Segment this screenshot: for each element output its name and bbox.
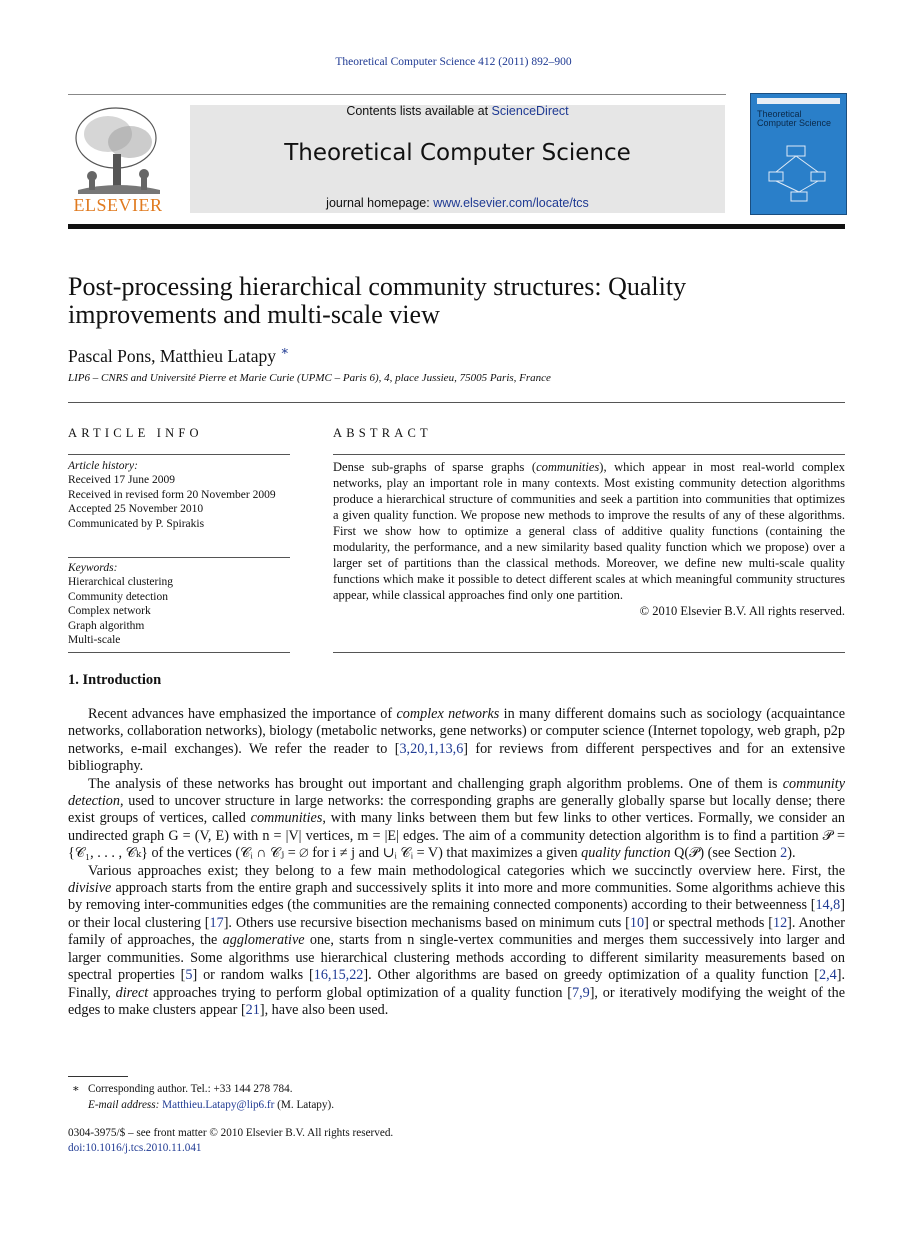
abstract-body: [333, 459, 845, 619]
history-communicated: Communicated by P. Spirakis: [68, 517, 205, 530]
keyword-item: Graph algorithm: [68, 619, 145, 632]
citation-link[interactable]: 17: [209, 914, 224, 931]
author-list: [68, 343, 289, 367]
footnote-mark: ∗: [72, 1083, 80, 1095]
email-link[interactable]: Matthieu.Latapy@lip6.fr: [162, 1099, 275, 1111]
article-title: Post-processing hierarchical community structures: Quality improvements and multi-scale view: [68, 272, 687, 329]
history-label: Article history:: [68, 460, 138, 472]
journal-name: Theoretical Computer Science: [284, 140, 631, 166]
citation-link[interactable]: 21: [245, 1001, 260, 1018]
abstract-rule-top: [333, 454, 845, 455]
doi-link[interactable]: doi:10.1016/j.tcs.2010.11.041: [68, 1142, 202, 1154]
cover-header-strip: [757, 98, 840, 104]
keyword-item: Multi-scale: [68, 634, 121, 647]
abstract-text: Dense sub-graphs of sparse graphs (: [333, 460, 537, 474]
info-rule-2: [68, 557, 290, 558]
cover-diagram-icon: [751, 128, 846, 208]
info-rule-3: [68, 652, 290, 653]
email-label: E-mail address:: [88, 1099, 163, 1111]
elsevier-wordmark: ELSEVIER: [73, 195, 163, 215]
corresponding-author-mark[interactable]: ∗: [280, 343, 290, 358]
email-suffix: (M. Latapy).: [274, 1099, 335, 1111]
article-info-heading: ARTICLE INFO: [68, 426, 203, 440]
citation-link[interactable]: 7,9: [571, 984, 590, 1001]
abstract-heading: ABSTRACT: [333, 426, 432, 440]
homepage-line: [190, 196, 725, 210]
paragraph: Various approaches exist; they belong to a few main methodological categories which we succinctly overview here. First, the divisive approach starts from the entire graph and successively splits it into more and more communities. Some algorithms achieve this by removing inter-communities edges (the communities are the remaining connected components) according to their betweenness [14,8] or their local clustering [17]. Others use recursive bisection mechanisms based on minimum cuts [10] or spectral methods [12]. Another family of approaches, the agglomerative one, starts from n single-vertex communities and merges them successively into larger and larger communities. Some algorithms use hierarchical clustering methods according to different similarity measurements based on spectral properties [5] or random walks [16,15,22]. Other algorithms are based on greedy optimization of a quality function [2,4]. Finally, direct approaches trying to perform global optimization of a quality function [7,9], or iteratively modifying the weight of the edges to make clusters appear [21], have also been used.: [68, 862, 846, 1018]
keywords-label: Keywords:: [68, 562, 118, 574]
info-rule-1: [68, 454, 290, 455]
citation-link[interactable]: 5: [185, 967, 193, 984]
citation-link[interactable]: 3,20,1,13,6: [399, 740, 464, 757]
section-link[interactable]: 2: [780, 845, 788, 862]
citation-link[interactable]: 2,4: [818, 967, 837, 984]
history-received: Received 17 June 2009: [68, 474, 175, 487]
abstract-rule-bottom: [333, 652, 845, 653]
contents-line: [190, 104, 725, 118]
footnote-email: [88, 1097, 334, 1113]
issn-line: 0304-3975/$ – see front matter © 2010 Elsevier B.V. All rights reserved.: [68, 1127, 394, 1139]
authors: Pascal Pons, Matthieu Latapy: [68, 345, 277, 366]
paragraph: The analysis of these networks has brought out important and challenging graph algorithm problems. One of them is community detection, used to uncover structure in large networks: the corresponding graphs are generally globally sparse but locally dense; there exist groups of vertices, called communities, with many links between them but few links to other vertices. Formally, we consider an undirected graph G = (V, E) with n = |V| vertices, m = |E| edges. The aim of a community detection algorithm is to find a partition 𝒫 = {𝒞₁, . . . , 𝒞ₖ} of the vertices (𝒞ᵢ ∩ 𝒞ⱼ = ∅ for i ≠ j and ∪ᵢ 𝒞ᵢ = V) that maximizes a given quality function Q(𝒫) (see Section 2).: [68, 775, 846, 862]
introduction-body: [68, 706, 845, 1019]
keyword-item: Complex network: [68, 605, 151, 618]
homepage-prefix: journal homepage:: [326, 196, 434, 210]
history-revised: Received in revised form 20 November 2009: [68, 488, 276, 501]
citation-link[interactable]: 12: [772, 914, 788, 931]
masthead-top-rule: [68, 94, 726, 95]
journal-cover-thumbnail[interactable]: [750, 93, 847, 215]
sciencedirect-link[interactable]: ScienceDirect: [491, 104, 569, 118]
keyword-item: Community detection: [68, 590, 168, 603]
abstract-emphasis: communities: [536, 460, 600, 474]
footnote-rule: [68, 1076, 128, 1077]
cover-title: Theoretical Computer Science: [757, 109, 832, 128]
running-head[interactable]: Theoretical Computer Science 412 (2011) 892–900: [335, 56, 572, 68]
footnote-corresponding: Corresponding author. Tel.: +33 144 278 784.: [88, 1083, 293, 1095]
title-rule: [68, 402, 845, 403]
citation-link[interactable]: 16,15,22: [313, 967, 364, 984]
contents-prefix: Contents lists available at: [346, 104, 492, 118]
copyright: © 2010 Elsevier B.V. All rights reserved.: [639, 604, 845, 618]
abstract-text: ), which appear in most real-world complex networks, play an important role in many contexts. Most existing community detection algorithms produce a hierarchical structure of communities and seek a partition into communities that optimizes a given quality function. We propose new methods to improve the results of any of these algorithms. First we show how to optimize a general class of additive quality functions (containing the modularity, the performance, and a new similarity based quality function which we propose) over a larger set of partitions than the classical methods. Moreover, we define new multi-scale quality functions which make it possible to detect different scales at which meaningful community structures appear, while classical approaches find only one partition.: [333, 460, 845, 602]
citation-link[interactable]: 10: [629, 914, 645, 931]
article-history: [68, 459, 290, 531]
paragraph: Recent advances have emphasized the importance of complex networks in many different domains such as sociology (acquaintance networks, collaboration networks), biology (metabolic networks, gene networks) or computer science (Internet topology, web graph, p2p networks, e-mail exchanges). We refer the reader to [3,20,1,13,6] for reviews from different perspectives and for an extensive bibliography.: [68, 706, 845, 775]
homepage-link[interactable]: www.elsevier.com/locate/tcs: [433, 196, 589, 210]
citation-link[interactable]: 14,8: [815, 897, 841, 914]
affiliation: LIP6 – CNRS and Université Pierre et Marie Curie (UPMC – Paris 6), 4, place Jussieu, 75005 Paris, France: [68, 372, 551, 384]
keywords: [68, 561, 290, 647]
section-heading-introduction: 1. Introduction: [68, 672, 162, 688]
masthead-bottom-rule: [68, 224, 845, 229]
keyword-item: Hierarchical clustering: [68, 576, 174, 589]
history-accepted: Accepted 25 November 2010: [68, 503, 204, 516]
